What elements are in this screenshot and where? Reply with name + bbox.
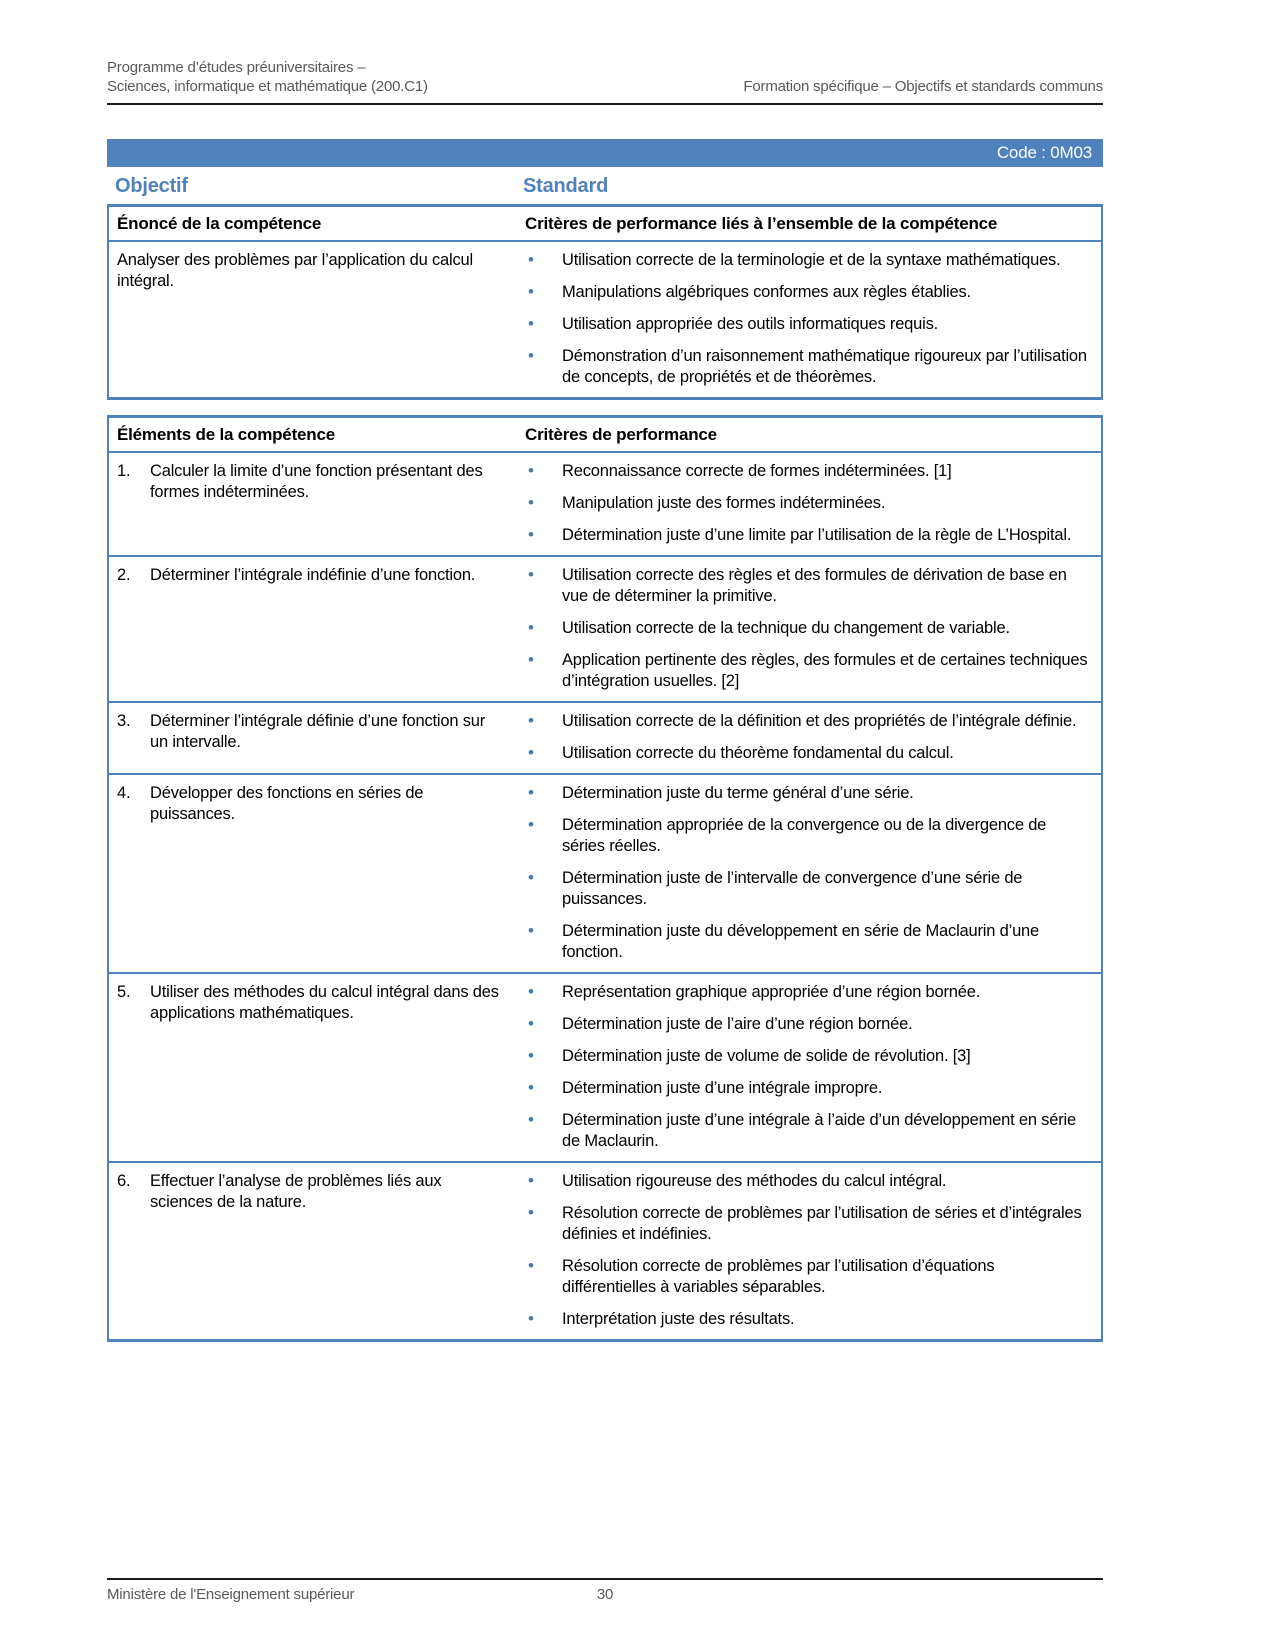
criteria-item [525, 618, 1091, 639]
criteria-text: Détermination juste d’une intégrale à l’aide d’un développement en série de Maclaurin. [562, 1111, 1076, 1150]
bullet-icon: • [528, 1110, 534, 1129]
criteria-item [525, 921, 1091, 963]
criteria-item [525, 461, 1091, 482]
page-footer [107, 1578, 1103, 1603]
bullet-icon: • [528, 1203, 534, 1222]
criteria-text: Détermination appropriée de la convergence ou de la divergence de séries réelles. [562, 816, 1047, 855]
criteria-text: Manipulation juste des formes indéterminées. [562, 494, 886, 512]
table1-criteria-list [525, 250, 1091, 388]
standard-heading-cell [523, 175, 608, 198]
tables-gap [107, 400, 1103, 415]
section-headings [107, 175, 1103, 198]
criteria-item [525, 868, 1091, 910]
criteria-item [525, 1171, 1091, 1192]
criteria-cell [525, 974, 1101, 1161]
criteria-text: Détermination juste de volume de solide de révolution. [3] [562, 1047, 971, 1065]
competence-statement: Analyser des problèmes par l’application du calcul intégral. [117, 251, 473, 290]
competence-statement-table [107, 204, 1103, 400]
element-number: 4. [117, 784, 131, 802]
element-text: Développer des fonctions en séries de puissances. [150, 784, 424, 823]
table2-left-header: Éléments de la compétence [117, 425, 335, 444]
criteria-text: Détermination juste de l’aire d’une région bornée. [562, 1015, 913, 1033]
bullet-icon: • [528, 1256, 534, 1275]
criteria-item [525, 314, 1091, 335]
element-number: 1. [117, 462, 131, 480]
bullet-icon: • [528, 868, 534, 887]
element-cell [109, 703, 525, 773]
criteria-text: Utilisation correcte du théorème fondamental du calcul. [562, 744, 954, 762]
criteria-text: Utilisation rigoureuse des méthodes du calcul intégral. [562, 1172, 947, 1190]
table1-criteria-cell [525, 242, 1101, 397]
table2-right-header: Critères de performance [525, 425, 717, 444]
element-text: Calculer la limite d’une fonction présentant des formes indéterminées. [150, 462, 483, 501]
bullet-icon: • [528, 650, 534, 669]
element [117, 783, 503, 825]
criteria-item [525, 1110, 1091, 1152]
criteria-item [525, 1078, 1091, 1099]
criteria-text: Résolution correcte de problèmes par l’utilisation d’équations différentielles à variables séparables. [562, 1257, 995, 1296]
table-row [109, 1163, 1101, 1339]
header-program-line2: Sciences, informatique et mathématique (200.C1) [107, 78, 428, 95]
table1-left-header: Énoncé de la compétence [117, 214, 322, 233]
bullet-icon: • [528, 461, 534, 480]
criteria-item [525, 565, 1091, 607]
page-header [107, 0, 1103, 105]
criteria-text: Application pertinente des règles, des formules et de certaines techniques d’intégration usuelles. [2] [562, 651, 1088, 690]
competence-elements-table [107, 415, 1103, 1342]
element [117, 982, 503, 1024]
criteria-cell [525, 557, 1101, 701]
table-row [109, 557, 1101, 703]
header-program-title [107, 58, 428, 96]
element [117, 711, 503, 753]
bullet-icon: • [528, 982, 534, 1001]
page-content [107, 0, 1103, 1342]
bullet-icon: • [528, 1046, 534, 1065]
header-section-title: Formation spécifique – Objectifs et standards communs [743, 78, 1103, 95]
code-banner [107, 139, 1103, 167]
table1-header-row [109, 207, 1101, 242]
element [117, 461, 503, 503]
table2-header-row [109, 418, 1101, 453]
criteria-list [525, 783, 1091, 963]
criteria-text: Utilisation correcte de la technique du changement de variable. [562, 619, 1010, 637]
element-cell [109, 775, 525, 972]
table-row [109, 703, 1101, 775]
code-label: Code : 0M03 [996, 143, 1092, 162]
criteria-text: Utilisation correcte des règles et des formules de dérivation de base en vue de déterminer la primitive. [562, 566, 1067, 605]
bullet-icon: • [528, 921, 534, 940]
header-program-line1: Programme d’études préuniversitaires – [107, 59, 366, 76]
bullet-icon: • [528, 314, 534, 333]
criteria-cell [525, 1163, 1101, 1339]
bullet-icon: • [528, 525, 534, 544]
criteria-item [525, 493, 1091, 514]
bullet-icon: • [528, 493, 534, 512]
criteria-item [525, 815, 1091, 857]
bullet-icon: • [528, 1078, 534, 1097]
footer-ministry: Ministère de l'Enseignement supérieur [107, 1586, 355, 1603]
criteria-item [525, 743, 1091, 764]
criteria-item [525, 282, 1091, 303]
criteria-text: Représentation graphique appropriée d’une région bornée. [562, 983, 981, 1001]
element-cell [109, 974, 525, 1161]
criteria-text: Détermination juste du développement en série de Maclaurin d’une fonction. [562, 922, 1039, 961]
bullet-icon: • [528, 250, 534, 269]
criteria-text: Détermination juste du terme général d’une série. [562, 784, 914, 802]
element-text: Déterminer l’intégrale indéfinie d’une fonction. [150, 566, 476, 584]
criteria-text: Interprétation juste des résultats. [562, 1310, 795, 1328]
criteria-item [525, 1014, 1091, 1035]
objectif-heading-cell [107, 175, 523, 198]
criteria-text: Manipulations algébriques conformes aux règles établies. [562, 283, 971, 301]
criteria-text: Reconnaissance correcte de formes indéterminées. [1] [562, 462, 952, 480]
bullet-icon: • [528, 1171, 534, 1190]
objectif-heading: Objectif [115, 175, 188, 197]
element-number: 2. [117, 566, 131, 584]
bullet-icon: • [528, 783, 534, 802]
criteria-list [525, 1171, 1091, 1330]
element-number: 6. [117, 1172, 131, 1190]
bullet-icon: • [528, 1014, 534, 1033]
criteria-item [525, 1203, 1091, 1245]
footer-page-number: 30 [596, 1586, 614, 1603]
criteria-text: Détermination juste d’une limite par l’utilisation de la règle de L’Hospital. [562, 526, 1072, 544]
criteria-list [525, 461, 1091, 546]
criteria-text: Utilisation correcte de la terminologie et de la syntaxe mathématiques. [562, 251, 1061, 269]
table-row [109, 453, 1101, 557]
table1-right-header: Critères de performance liés à l’ensemble de la compétence [525, 214, 998, 233]
criteria-item [525, 250, 1091, 271]
criteria-cell [525, 453, 1101, 555]
table-row [109, 974, 1101, 1163]
bullet-icon: • [528, 618, 534, 637]
element-number: 3. [117, 712, 131, 730]
criteria-item [525, 1309, 1091, 1330]
criteria-text: Démonstration d’un raisonnement mathématique rigoureux par l’utilisation de concepts, de propriétés et de théorèmes. [562, 347, 1087, 386]
criteria-item [525, 525, 1091, 546]
bullet-icon: • [528, 1309, 534, 1328]
element-cell [109, 1163, 525, 1339]
criteria-item [525, 711, 1091, 732]
criteria-item [525, 650, 1091, 692]
table1-body-row [109, 242, 1101, 397]
criteria-item [525, 346, 1091, 388]
bullet-icon: • [528, 743, 534, 762]
criteria-cell [525, 703, 1101, 773]
criteria-text: Utilisation correcte de la définition et des propriétés de l’intégrale définie. [562, 712, 1077, 730]
criteria-text: Détermination juste de l’intervalle de convergence d’une série de puissances. [562, 869, 1023, 908]
bullet-icon: • [528, 565, 534, 584]
criteria-list [525, 565, 1091, 692]
criteria-list [525, 982, 1091, 1152]
criteria-text: Détermination juste d’une intégrale impropre. [562, 1079, 883, 1097]
element-text: Utiliser des méthodes du calcul intégral dans des applications mathématiques. [150, 983, 499, 1022]
criteria-item [525, 1046, 1091, 1067]
criteria-item [525, 1256, 1091, 1298]
criteria-item [525, 783, 1091, 804]
criteria-text: Résolution correcte de problèmes par l’utilisation de séries et d’intégrales définies et indéfinies. [562, 1204, 1082, 1243]
element-text: Déterminer l’intégrale définie d’une fonction sur un intervalle. [150, 712, 486, 751]
element [117, 565, 503, 586]
element [117, 1171, 503, 1213]
element-cell [109, 453, 525, 555]
criteria-text: Utilisation appropriée des outils informatiques requis. [562, 315, 939, 333]
element-number: 5. [117, 983, 131, 1001]
table-row [109, 775, 1101, 974]
criteria-item [525, 982, 1091, 1003]
criteria-list [525, 711, 1091, 764]
element-text: Effectuer l’analyse de problèmes liés aux sciences de la nature. [150, 1172, 442, 1211]
criteria-cell [525, 775, 1101, 972]
bullet-icon: • [528, 815, 534, 834]
standard-heading: Standard [523, 175, 609, 197]
bullet-icon: • [528, 346, 534, 365]
bullet-icon: • [528, 711, 534, 730]
element-cell [109, 557, 525, 701]
bullet-icon: • [528, 282, 534, 301]
